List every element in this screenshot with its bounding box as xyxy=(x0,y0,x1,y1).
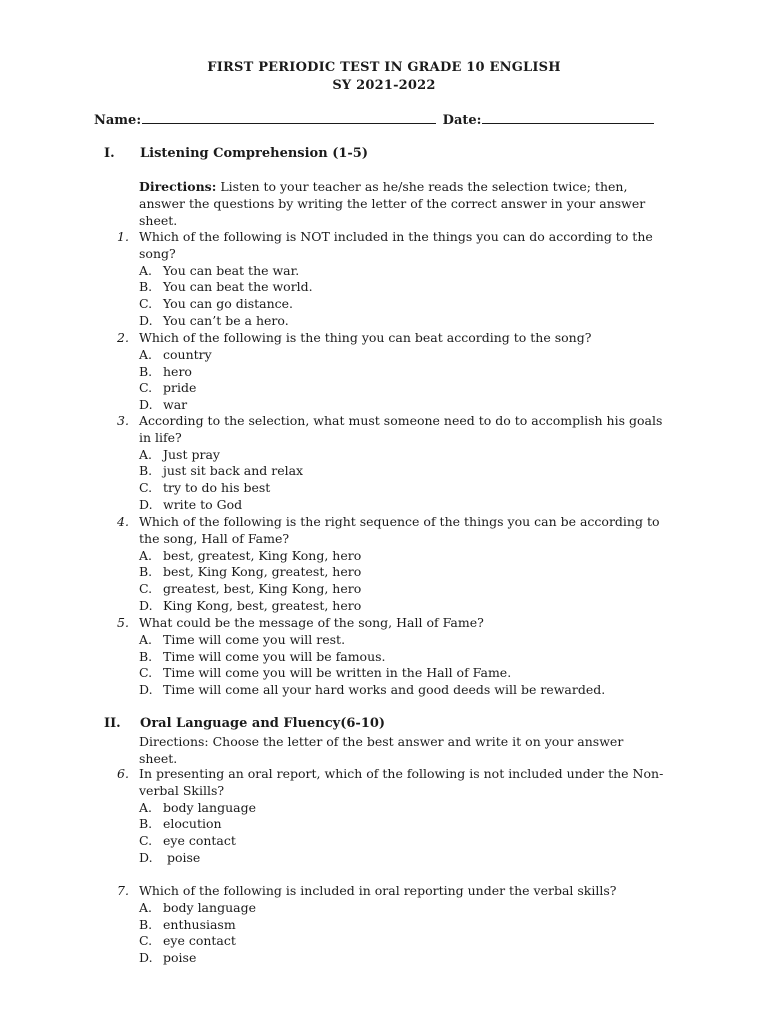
section-2-directions-label: Directions: xyxy=(139,734,209,749)
section-2-numeral: II. xyxy=(104,716,121,731)
question-text: In presenting an oral report, which of the following is not included under the Non-verbal Skills? xyxy=(139,766,664,798)
answer-option[interactable]: B. elocution xyxy=(139,816,222,832)
answer-option[interactable]: D. war xyxy=(139,397,188,413)
date-blank[interactable] xyxy=(482,111,654,124)
section-2-title: Oral Language and Fluency(6-10) xyxy=(140,716,386,731)
answer-option[interactable]: D. King Kong, best, greatest, hero xyxy=(139,597,362,613)
question-1 xyxy=(117,229,677,330)
question-number: 4. xyxy=(117,514,129,529)
test-title: FIRST PERIODIC TEST IN GRADE 10 ENGLISH xyxy=(207,60,561,75)
question-text: Which of the following is included in oral reporting under the verbal skills? xyxy=(139,883,617,898)
answer-option[interactable]: C. try to do his best xyxy=(139,480,271,496)
answer-option[interactable]: C. pride xyxy=(139,380,197,396)
answer-option[interactable]: D. write to God xyxy=(139,496,243,512)
question-text: Which of the following is NOT included in the things you can do according to the song? xyxy=(139,229,653,261)
section-1-numeral: I. xyxy=(104,146,115,161)
answer-option[interactable]: C. greatest, best, King Kong, hero xyxy=(139,581,362,597)
school-year: SY 2021-2022 xyxy=(332,78,436,93)
answer-option[interactable]: C. Time will come you will be written in the Hall of Fame. xyxy=(139,665,512,681)
answer-option[interactable]: C. eye contact xyxy=(139,933,236,949)
answer-option[interactable]: D. poise xyxy=(139,849,201,865)
answer-option[interactable]: A. Time will come you will rest. xyxy=(139,631,346,647)
answer-option[interactable]: B. just sit back and relax xyxy=(139,463,304,479)
name-label: Name: xyxy=(94,113,142,128)
question-5 xyxy=(117,615,677,699)
answer-option[interactable]: A. body language xyxy=(139,899,256,915)
question-number: 2. xyxy=(117,330,129,345)
answer-option[interactable]: B. hero xyxy=(139,363,192,379)
question-text: Which of the following is the right sequence of the things you can be according to the song, Hall of Fame? xyxy=(139,514,660,546)
answer-option[interactable]: A. Just pray xyxy=(139,446,220,462)
answer-option[interactable]: B. enthusiasm xyxy=(139,916,236,932)
answer-option[interactable]: B. best, King Kong, greatest, hero xyxy=(139,564,362,580)
question-text: According to the selection, what must someone need to do to accomplish his goals in life? xyxy=(139,413,663,445)
answer-option[interactable]: B. Time will come you will be famous. xyxy=(139,648,386,664)
question-6 xyxy=(117,766,677,867)
question-text: What could be the message of the song, Hall of Fame? xyxy=(139,615,484,630)
question-3 xyxy=(117,413,677,514)
question-number: 3. xyxy=(117,413,129,428)
answer-option[interactable]: D. You can’t be a hero. xyxy=(139,312,289,328)
section-1-heading xyxy=(104,146,368,161)
answer-option[interactable]: C. eye contact xyxy=(139,833,236,849)
answer-option[interactable]: C. You can go distance. xyxy=(139,296,294,312)
section-1-directions-text: Listen to your teacher as he/she reads the selection twice; then, answer the questions by writing the letter of the correct answer in your answer sheet. xyxy=(139,179,646,228)
section-1-title: Listening Comprehension (1-5) xyxy=(140,146,368,161)
section-2-directions xyxy=(139,733,649,767)
name-date-line xyxy=(94,111,654,128)
question-number: 6. xyxy=(117,766,129,781)
section-2-heading xyxy=(104,716,385,731)
section-1-directions xyxy=(139,178,649,229)
answer-option[interactable]: A. You can beat the war. xyxy=(139,262,300,278)
section-1-directions-label: Directions: xyxy=(139,179,217,194)
section-2-directions-text: Choose the letter of the best answer and write it on your answer sheet. xyxy=(139,734,624,766)
date-label: Date: xyxy=(442,113,482,128)
question-4 xyxy=(117,514,677,615)
answer-option[interactable]: D. Time will come all your hard works and good deeds will be rewarded. xyxy=(139,682,606,698)
question-number: 5. xyxy=(117,615,129,630)
answer-option[interactable]: A. body language xyxy=(139,799,256,815)
answer-option[interactable]: B. You can beat the world. xyxy=(139,279,313,295)
question-number: 1. xyxy=(117,229,129,244)
name-blank[interactable] xyxy=(142,111,436,124)
question-2 xyxy=(117,330,677,414)
question-7 xyxy=(117,883,677,967)
answer-option[interactable]: D. poise xyxy=(139,950,197,966)
answer-option[interactable]: A. country xyxy=(139,346,212,362)
question-number: 7. xyxy=(117,883,129,898)
question-text: Which of the following is the thing you can beat according to the song? xyxy=(139,330,592,345)
answer-option[interactable]: A. best, greatest, King Kong, hero xyxy=(139,547,362,563)
